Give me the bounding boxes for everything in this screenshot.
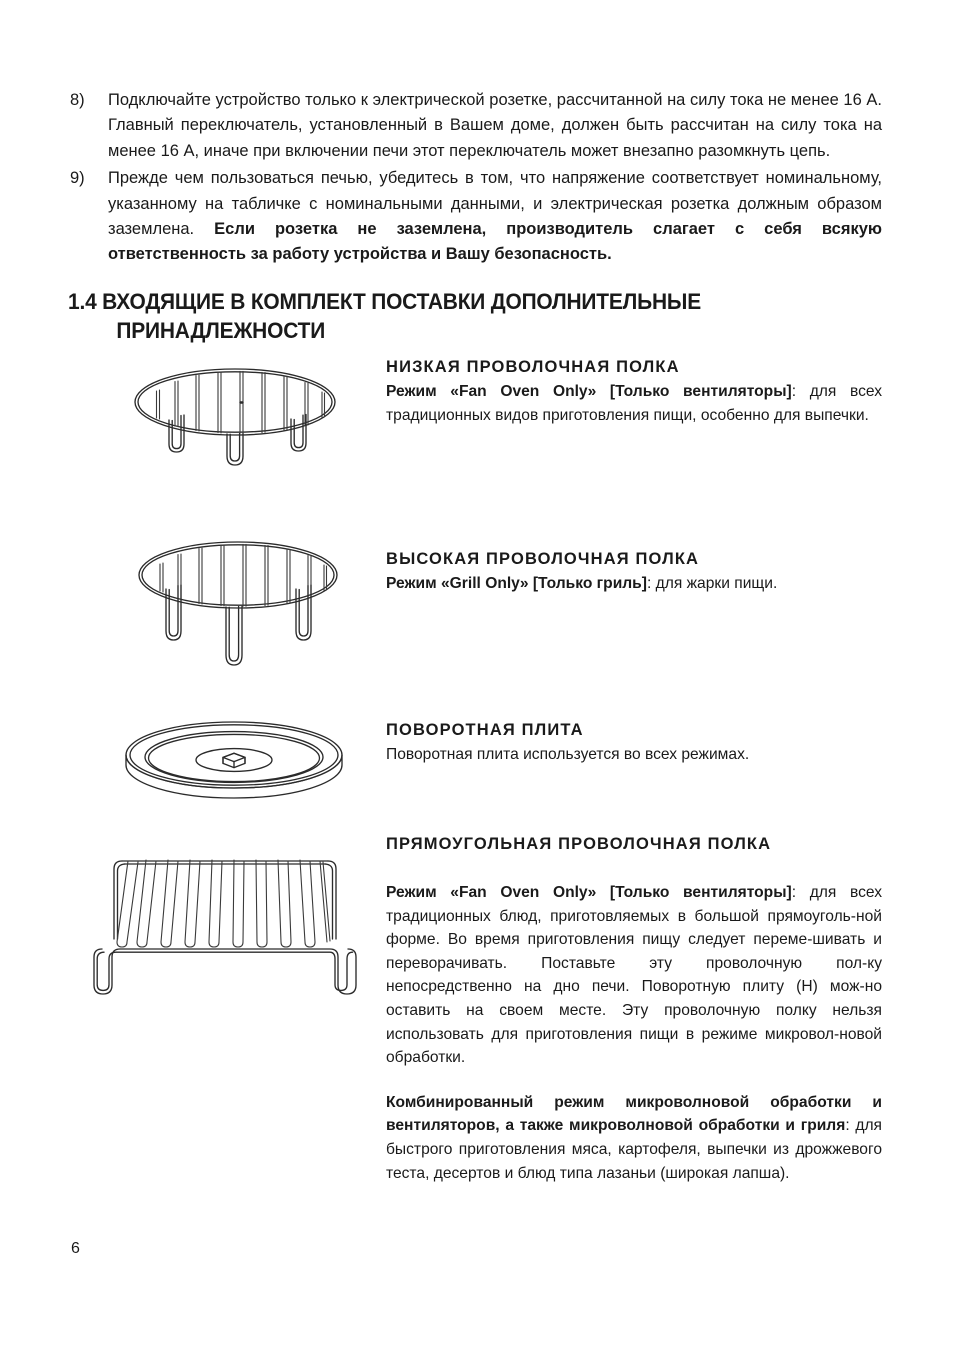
accessory-rectangular-wire-rack-copy (386, 833, 882, 1185)
accessory-low-wire-rack-copy (386, 356, 882, 427)
section-heading (68, 287, 831, 345)
list-item-text: Подключайте устройство только к электрической розетке, рассчитанной на силу тока не менее 16 А. Главный переключатель, установленный в Вашем доме, должен быть рассчитан на силу тока на менее 16 А, иначе при включении печи этот переключатель может внезапно разомкнуть цепь. (108, 91, 882, 160)
list-item-marker: 8) (70, 91, 85, 109)
list-item-text: Прежде чем пользоваться печью, убедитесь в том, что напряжение соответствует номинальному, указанному на табличке с номинальными данными, и электрическая розетка должным образом заземлена. Если розетка не заземлена, производитель слагает с себя всякую ответственность за работу устройства и Вашу безопасность. (108, 169, 882, 264)
accessory-paragraph: Режим «Grill Only» [Только гриль]: для жарки пищи. (386, 575, 778, 592)
safety-instructions-list (70, 88, 882, 270)
section-heading-line-1: 1.4 ВХОДЯЩИЕ В КОМПЛЕКТ ПОСТАВКИ ДОПОЛНИТЕЛЬНЫЕ (68, 289, 701, 314)
accessory-title: НИЗКАЯ ПРОВОЛОЧНАЯ ПОЛКА (386, 358, 680, 376)
low-oval-wire-rack-illustration (128, 360, 342, 470)
accessory-paragraph: Режим «Fan Oven Only» [Только вентиляторы]: для всех традиционных видов приготовления пищи, особенно для выпечки. (386, 383, 883, 424)
accessory-high-wire-rack-copy (386, 548, 882, 596)
accessory-turntable-copy (386, 719, 882, 767)
list-item (70, 166, 882, 268)
accessory-paragraph: Поворотная плита используется во всех режимах. (386, 746, 750, 763)
accessory-title: ПОВОРОТНАЯ ПЛИТА (386, 721, 584, 739)
glass-turntable-plate-illustration (114, 719, 354, 819)
list-item (70, 88, 882, 164)
page-number: 6 (71, 1240, 80, 1257)
accessory-title: ПРЯМОУГОЛЬНАЯ ПРОВОЛОЧНАЯ ПОЛКА (386, 835, 772, 853)
rectangular-wire-rack-illustration (84, 845, 366, 997)
section-heading-line-2: ПРИНАДЛЕЖНОСТИ (116, 318, 326, 343)
high-oval-wire-rack-illustration (130, 533, 350, 668)
accessory-paragraph: Режим «Fan Oven Only» [Только вентиляторы]: для всех традиционных блюд, приготовляемых в большой прямоуголь-ной форме. Во время приготовления пищу следует переме-шивать и переворачивать. Поставьте эту проволочную пол-ку непосредственно на дно печи. Поворотную плиту (Н) мож-но оставить на своем месте. Эту проволочную полку нельзя использовать для приготовления пищи в режиме микровол-новой обработки. (386, 884, 883, 1067)
accessory-paragraph: Комбинированный режим микроволновой обработки и вентиляторов, а также микроволновой обработки и гриля: для быстрого приготовления мяса, картофеля, выпечки из дрожжевого теста, десертов и блюд типа лазаньи (широкая лапша). (386, 1093, 882, 1182)
list-item-marker: 9) (70, 169, 85, 188)
accessory-title: ВЫСОКАЯ ПРОВОЛОЧНАЯ ПОЛКА (386, 550, 700, 568)
